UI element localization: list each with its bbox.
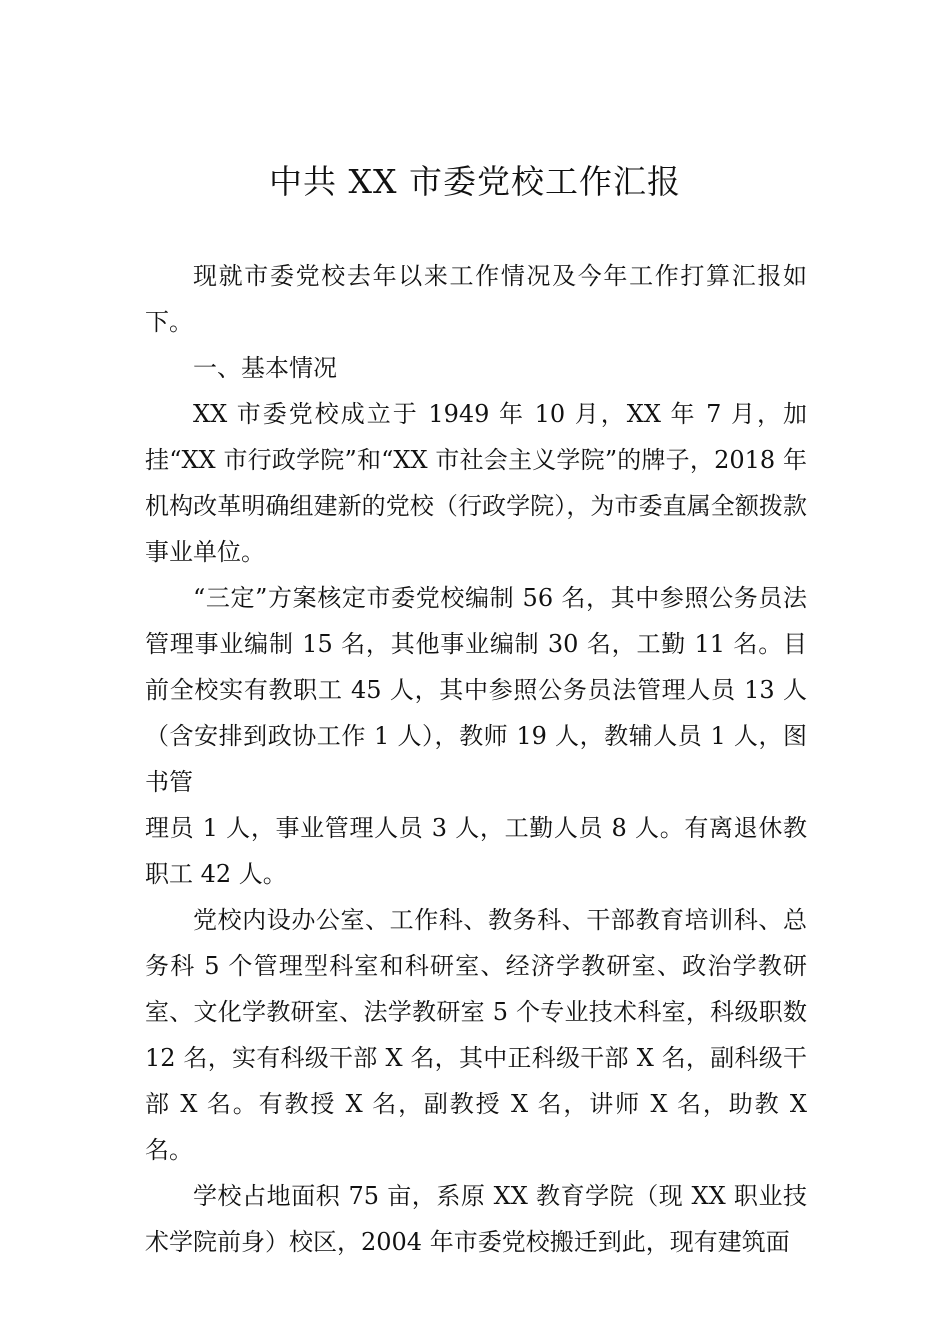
- paragraph-intro: 现就市委党校去年以来工作情况及今年工作打算汇报如下。: [145, 262, 807, 336]
- document-body: [145, 253, 807, 1265]
- paragraph-departments: 党校内设办公室、工作科、教务科、干部教育培训科、总务科 5 个管理型科室和科研室、经济学教研室、政治学教研室、文化学教研室、法学教研室 5 个专业技术科室，科级职数 12 名，实有科级干部 X 名，其中正科级干部 X 名，副科级干部 X 名。有教授 X 名，副教授 X 名，讲师 X 名，助教 X 名。: [145, 906, 807, 1164]
- section-heading-basic-info: 一、基本情况: [193, 354, 337, 382]
- paragraph-staffing-continued: 理员 1 人，事业管理人员 3 人，工勤人员 8 人。有离退休教职工 42 人。: [145, 814, 807, 888]
- paragraph-campus: 学校占地面积 75 亩，系原 XX 教育学院（现 XX 职业技术学院前身）校区，2004 年市委党校搬迁到此，现有建筑面: [145, 1182, 807, 1256]
- document-title: 中共 XX 市委党校工作汇报: [269, 162, 681, 201]
- paragraph-history: XX 市委党校成立于 1949 年 10 月，XX 年 7 月，加挂“XX 市行政学院”和“XX 市社会主义学院”的牌子，2018 年机构改革明确组建新的党校（行政学院），为市委直属全额拨款事业单位。: [145, 400, 807, 566]
- paragraph-staffing: “三定”方案核定市委党校编制 56 名，其中参照公务员法管理事业编制 15 名，其他事业编制 30 名，工勤 11 名。目前全校实有教职工 45 人，其中参照公务员法管理人员 13 人（含安排到政协工作 1 人），教师 19 人，教辅人员 1 人，图书管: [145, 584, 807, 796]
